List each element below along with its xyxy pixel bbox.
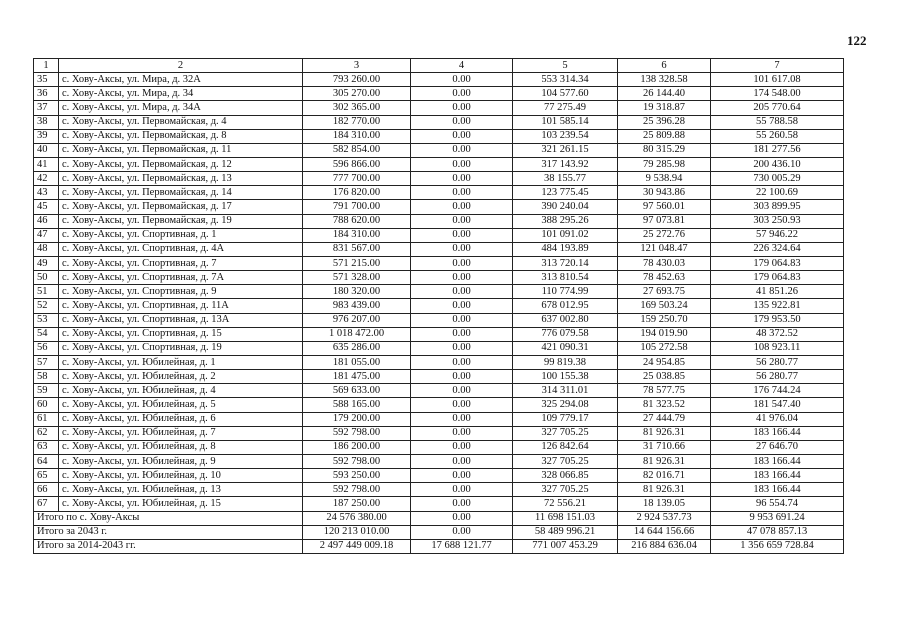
- value-cell: 56 280.77: [711, 370, 844, 384]
- value-cell: 9 538.94: [618, 172, 711, 186]
- row-number: 36: [34, 87, 59, 101]
- address-cell: с. Хову-Аксы, ул. Юбилейная, д. 4: [59, 384, 303, 398]
- row-number: 53: [34, 313, 59, 327]
- value-cell: 788 620.00: [303, 214, 411, 228]
- summary-value: 216 884 636.04: [618, 539, 711, 553]
- value-cell: 635 286.00: [303, 341, 411, 355]
- address-cell: с. Хову-Аксы, ул. Первомайская, д. 17: [59, 200, 303, 214]
- value-cell: 0.00: [411, 143, 513, 157]
- value-cell: 78 452.63: [618, 271, 711, 285]
- value-cell: 183 166.44: [711, 426, 844, 440]
- value-cell: 78 430.03: [618, 256, 711, 270]
- row-number: 52: [34, 299, 59, 313]
- row-number: 41: [34, 157, 59, 171]
- value-cell: 571 328.00: [303, 271, 411, 285]
- value-cell: 78 577.75: [618, 384, 711, 398]
- address-cell: с. Хову-Аксы, ул. Юбилейная, д. 15: [59, 497, 303, 511]
- address-cell: с. Хову-Аксы, ул. Юбилейная, д. 6: [59, 412, 303, 426]
- value-cell: 126 842.64: [513, 440, 618, 454]
- row-number: 66: [34, 483, 59, 497]
- data-table: [33, 58, 844, 554]
- table-row: [34, 285, 844, 299]
- value-cell: 303 899.95: [711, 200, 844, 214]
- value-cell: 56 280.77: [711, 355, 844, 369]
- value-cell: 169 503.24: [618, 299, 711, 313]
- value-cell: 327 705.25: [513, 454, 618, 468]
- address-cell: с. Хову-Аксы, ул. Первомайская, д. 4: [59, 115, 303, 129]
- address-cell: с. Хову-Аксы, ул. Спортивная, д. 7А: [59, 271, 303, 285]
- column-number: 1: [34, 59, 59, 73]
- address-cell: с. Хову-Аксы, ул. Первомайская, д. 19: [59, 214, 303, 228]
- value-cell: 121 048.47: [618, 242, 711, 256]
- value-cell: 0.00: [411, 73, 513, 87]
- value-cell: 27 693.75: [618, 285, 711, 299]
- address-cell: с. Хову-Аксы, ул. Первомайская, д. 11: [59, 143, 303, 157]
- value-cell: 41 851.26: [711, 285, 844, 299]
- value-cell: 226 324.64: [711, 242, 844, 256]
- table-row: [34, 200, 844, 214]
- value-cell: 0.00: [411, 313, 513, 327]
- value-cell: 104 577.60: [513, 87, 618, 101]
- value-cell: 194 019.90: [618, 327, 711, 341]
- value-cell: 183 166.44: [711, 454, 844, 468]
- summary-value: 771 007 453.29: [513, 539, 618, 553]
- table-row: [34, 299, 844, 313]
- column-number: 6: [618, 59, 711, 73]
- row-number: 58: [34, 370, 59, 384]
- value-cell: 0.00: [411, 101, 513, 115]
- summary-label: Итого по с. Хову-Аксы: [34, 511, 303, 525]
- summary-row: [34, 539, 844, 553]
- value-cell: 0.00: [411, 256, 513, 270]
- table-row: [34, 256, 844, 270]
- table-row: [34, 115, 844, 129]
- value-cell: 176 820.00: [303, 186, 411, 200]
- table-row: [34, 271, 844, 285]
- value-cell: 176 744.24: [711, 384, 844, 398]
- address-cell: с. Хову-Аксы, ул. Спортивная, д. 4А: [59, 242, 303, 256]
- address-cell: с. Хову-Аксы, ул. Юбилейная, д. 7: [59, 426, 303, 440]
- address-cell: с. Хову-Аксы, ул. Первомайская, д. 8: [59, 129, 303, 143]
- value-cell: 0.00: [411, 497, 513, 511]
- column-number: 2: [59, 59, 303, 73]
- value-cell: 30 943.86: [618, 186, 711, 200]
- value-cell: 25 396.28: [618, 115, 711, 129]
- value-cell: 730 005.29: [711, 172, 844, 186]
- value-cell: 593 250.00: [303, 469, 411, 483]
- value-cell: 390 240.04: [513, 200, 618, 214]
- value-cell: 18 139.05: [618, 497, 711, 511]
- row-number: 60: [34, 398, 59, 412]
- address-cell: с. Хову-Аксы, ул. Первомайская, д. 14: [59, 186, 303, 200]
- row-number: 46: [34, 214, 59, 228]
- row-number: 67: [34, 497, 59, 511]
- value-cell: 0.00: [411, 242, 513, 256]
- value-cell: 105 272.58: [618, 341, 711, 355]
- table-row: [34, 454, 844, 468]
- value-cell: 325 294.08: [513, 398, 618, 412]
- column-number-row: [34, 59, 844, 73]
- value-cell: 327 705.25: [513, 483, 618, 497]
- value-cell: 27 444.79: [618, 412, 711, 426]
- table-row: [34, 497, 844, 511]
- value-cell: 484 193.89: [513, 242, 618, 256]
- row-number: 63: [34, 440, 59, 454]
- value-cell: 0.00: [411, 87, 513, 101]
- row-number: 51: [34, 285, 59, 299]
- row-number: 54: [34, 327, 59, 341]
- table-row: [34, 73, 844, 87]
- table-row: [34, 398, 844, 412]
- value-cell: 25 809.88: [618, 129, 711, 143]
- value-cell: 777 700.00: [303, 172, 411, 186]
- summary-value: 47 078 857.13: [711, 525, 844, 539]
- value-cell: 303 250.93: [711, 214, 844, 228]
- row-number: 59: [34, 384, 59, 398]
- summary-value: 17 688 121.77: [411, 539, 513, 553]
- row-number: 47: [34, 228, 59, 242]
- table-row: [34, 172, 844, 186]
- value-cell: 327 705.25: [513, 426, 618, 440]
- value-cell: 181 277.56: [711, 143, 844, 157]
- value-cell: 108 923.11: [711, 341, 844, 355]
- value-cell: 181 547.40: [711, 398, 844, 412]
- row-number: 39: [34, 129, 59, 143]
- value-cell: 179 200.00: [303, 412, 411, 426]
- value-cell: 637 002.80: [513, 313, 618, 327]
- value-cell: 103 239.54: [513, 129, 618, 143]
- value-cell: 314 311.01: [513, 384, 618, 398]
- summary-label: Итого за 2043 г.: [34, 525, 303, 539]
- value-cell: 24 954.85: [618, 355, 711, 369]
- value-cell: 179 064.83: [711, 271, 844, 285]
- value-cell: 0.00: [411, 426, 513, 440]
- summary-value: 0.00: [411, 511, 513, 525]
- value-cell: 184 310.00: [303, 228, 411, 242]
- value-cell: 55 260.58: [711, 129, 844, 143]
- summary-value: 14 644 156.66: [618, 525, 711, 539]
- value-cell: 186 200.00: [303, 440, 411, 454]
- value-cell: 77 275.49: [513, 101, 618, 115]
- value-cell: 25 038.85: [618, 370, 711, 384]
- value-cell: 101 091.02: [513, 228, 618, 242]
- row-number: 64: [34, 454, 59, 468]
- value-cell: 976 207.00: [303, 313, 411, 327]
- value-cell: 0.00: [411, 440, 513, 454]
- value-cell: 135 922.81: [711, 299, 844, 313]
- value-cell: 41 976.04: [711, 412, 844, 426]
- value-cell: 0.00: [411, 157, 513, 171]
- value-cell: 592 798.00: [303, 483, 411, 497]
- row-number: 65: [34, 469, 59, 483]
- value-cell: 791 700.00: [303, 200, 411, 214]
- value-cell: 25 272.76: [618, 228, 711, 242]
- address-cell: с. Хову-Аксы, ул. Юбилейная, д. 10: [59, 469, 303, 483]
- table-row: [34, 327, 844, 341]
- table-row: [34, 440, 844, 454]
- table-row: [34, 384, 844, 398]
- address-cell: с. Хову-Аксы, ул. Спортивная, д. 7: [59, 256, 303, 270]
- value-cell: 0.00: [411, 355, 513, 369]
- address-cell: с. Хову-Аксы, ул. Спортивная, д. 15: [59, 327, 303, 341]
- value-cell: 0.00: [411, 228, 513, 242]
- row-number: 50: [34, 271, 59, 285]
- table-row: [34, 157, 844, 171]
- address-cell: с. Хову-Аксы, ул. Спортивная, д. 11А: [59, 299, 303, 313]
- value-cell: 100 155.38: [513, 370, 618, 384]
- value-cell: 205 770.64: [711, 101, 844, 115]
- value-cell: 101 617.08: [711, 73, 844, 87]
- value-cell: 313 720.14: [513, 256, 618, 270]
- address-cell: с. Хову-Аксы, ул. Юбилейная, д. 8: [59, 440, 303, 454]
- value-cell: 57 946.22: [711, 228, 844, 242]
- row-number: 49: [34, 256, 59, 270]
- value-cell: 0.00: [411, 172, 513, 186]
- value-cell: 0.00: [411, 214, 513, 228]
- value-cell: 0.00: [411, 115, 513, 129]
- address-cell: с. Хову-Аксы, ул. Спортивная, д. 19: [59, 341, 303, 355]
- value-cell: 184 310.00: [303, 129, 411, 143]
- value-cell: 0.00: [411, 327, 513, 341]
- address-cell: с. Хову-Аксы, ул. Первомайская, д. 12: [59, 157, 303, 171]
- value-cell: 26 144.40: [618, 87, 711, 101]
- value-cell: 22 100.69: [711, 186, 844, 200]
- value-cell: 0.00: [411, 200, 513, 214]
- value-cell: 181 475.00: [303, 370, 411, 384]
- column-number: 4: [411, 59, 513, 73]
- table-row: [34, 412, 844, 426]
- summary-value: 58 489 996.21: [513, 525, 618, 539]
- row-number: 57: [34, 355, 59, 369]
- value-cell: 81 323.52: [618, 398, 711, 412]
- value-cell: 592 798.00: [303, 454, 411, 468]
- address-cell: с. Хову-Аксы, ул. Мира, д. 34: [59, 87, 303, 101]
- summary-row: [34, 525, 844, 539]
- value-cell: 174 548.00: [711, 87, 844, 101]
- value-cell: 0.00: [411, 129, 513, 143]
- value-cell: 180 320.00: [303, 285, 411, 299]
- value-cell: 328 066.85: [513, 469, 618, 483]
- value-cell: 0.00: [411, 299, 513, 313]
- summary-value: 2 497 449 009.18: [303, 539, 411, 553]
- address-cell: с. Хову-Аксы, ул. Юбилейная, д. 1: [59, 355, 303, 369]
- table-row: [34, 426, 844, 440]
- value-cell: 99 819.38: [513, 355, 618, 369]
- value-cell: 79 285.98: [618, 157, 711, 171]
- value-cell: 179 064.83: [711, 256, 844, 270]
- table-row: [34, 186, 844, 200]
- column-number: 3: [303, 59, 411, 73]
- table-row: [34, 469, 844, 483]
- address-cell: с. Хову-Аксы, ул. Юбилейная, д. 2: [59, 370, 303, 384]
- table-row: [34, 101, 844, 115]
- address-cell: с. Хову-Аксы, ул. Спортивная, д. 1: [59, 228, 303, 242]
- table-row: [34, 355, 844, 369]
- column-number: 7: [711, 59, 844, 73]
- summary-label: Итого за 2014-2043 гг.: [34, 539, 303, 553]
- row-number: 48: [34, 242, 59, 256]
- address-cell: с. Хову-Аксы, ул. Юбилейная, д. 13: [59, 483, 303, 497]
- row-number: 43: [34, 186, 59, 200]
- value-cell: 97 560.01: [618, 200, 711, 214]
- address-cell: с. Хову-Аксы, ул. Мира, д. 34А: [59, 101, 303, 115]
- value-cell: 81 926.31: [618, 426, 711, 440]
- value-cell: 159 250.70: [618, 313, 711, 327]
- value-cell: 200 436.10: [711, 157, 844, 171]
- value-cell: 109 779.17: [513, 412, 618, 426]
- value-cell: 421 090.31: [513, 341, 618, 355]
- value-cell: 182 770.00: [303, 115, 411, 129]
- value-cell: 72 556.21: [513, 497, 618, 511]
- value-cell: 0.00: [411, 412, 513, 426]
- table-row: [34, 242, 844, 256]
- row-number: 37: [34, 101, 59, 115]
- value-cell: 123 775.45: [513, 186, 618, 200]
- value-cell: 0.00: [411, 341, 513, 355]
- value-cell: 831 567.00: [303, 242, 411, 256]
- value-cell: 592 798.00: [303, 426, 411, 440]
- value-cell: 110 774.99: [513, 285, 618, 299]
- table-row: [34, 87, 844, 101]
- summary-row: [34, 511, 844, 525]
- value-cell: 0.00: [411, 469, 513, 483]
- value-cell: 183 166.44: [711, 483, 844, 497]
- value-cell: 588 165.00: [303, 398, 411, 412]
- summary-value: 9 953 691.24: [711, 511, 844, 525]
- value-cell: 96 554.74: [711, 497, 844, 511]
- value-cell: 302 365.00: [303, 101, 411, 115]
- table-row: [34, 341, 844, 355]
- value-cell: 793 260.00: [303, 73, 411, 87]
- value-cell: 582 854.00: [303, 143, 411, 157]
- summary-value: 120 213 010.00: [303, 525, 411, 539]
- value-cell: 596 866.00: [303, 157, 411, 171]
- value-cell: 776 079.58: [513, 327, 618, 341]
- address-cell: с. Хову-Аксы, ул. Первомайская, д. 13: [59, 172, 303, 186]
- address-cell: с. Хову-Аксы, ул. Мира, д. 32А: [59, 73, 303, 87]
- table-row: [34, 228, 844, 242]
- value-cell: 0.00: [411, 285, 513, 299]
- column-number: 5: [513, 59, 618, 73]
- value-cell: 0.00: [411, 186, 513, 200]
- value-cell: 983 439.00: [303, 299, 411, 313]
- value-cell: 101 585.14: [513, 115, 618, 129]
- value-cell: 80 315.29: [618, 143, 711, 157]
- value-cell: 571 215.00: [303, 256, 411, 270]
- value-cell: 181 055.00: [303, 355, 411, 369]
- summary-value: 2 924 537.73: [618, 511, 711, 525]
- row-number: 38: [34, 115, 59, 129]
- value-cell: 317 143.92: [513, 157, 618, 171]
- value-cell: 82 016.71: [618, 469, 711, 483]
- value-cell: 0.00: [411, 483, 513, 497]
- value-cell: 313 810.54: [513, 271, 618, 285]
- value-cell: 0.00: [411, 454, 513, 468]
- value-cell: 0.00: [411, 384, 513, 398]
- value-cell: 553 314.34: [513, 73, 618, 87]
- value-cell: 55 788.58: [711, 115, 844, 129]
- row-number: 61: [34, 412, 59, 426]
- value-cell: 48 372.52: [711, 327, 844, 341]
- address-cell: с. Хову-Аксы, ул. Спортивная, д. 9: [59, 285, 303, 299]
- value-cell: 179 953.50: [711, 313, 844, 327]
- value-cell: 27 646.70: [711, 440, 844, 454]
- value-cell: 0.00: [411, 398, 513, 412]
- table-row: [34, 313, 844, 327]
- address-cell: с. Хову-Аксы, ул. Юбилейная, д. 5: [59, 398, 303, 412]
- address-cell: с. Хову-Аксы, ул. Спортивная, д. 13А: [59, 313, 303, 327]
- table-row: [34, 143, 844, 157]
- value-cell: 0.00: [411, 271, 513, 285]
- summary-value: 0.00: [411, 525, 513, 539]
- page-number: 122: [847, 33, 867, 48]
- table-row: [34, 129, 844, 143]
- value-cell: 81 926.31: [618, 454, 711, 468]
- row-number: 56: [34, 341, 59, 355]
- row-number: 42: [34, 172, 59, 186]
- summary-value: 1 356 659 728.84: [711, 539, 844, 553]
- row-number: 45: [34, 200, 59, 214]
- value-cell: 388 295.26: [513, 214, 618, 228]
- table-row: [34, 370, 844, 384]
- value-cell: 81 926.31: [618, 483, 711, 497]
- row-number: 62: [34, 426, 59, 440]
- value-cell: 31 710.66: [618, 440, 711, 454]
- value-cell: 138 328.58: [618, 73, 711, 87]
- summary-value: 11 698 151.03: [513, 511, 618, 525]
- summary-value: 24 576 380.00: [303, 511, 411, 525]
- value-cell: 187 250.00: [303, 497, 411, 511]
- row-number: 35: [34, 73, 59, 87]
- table-row: [34, 214, 844, 228]
- value-cell: 678 012.95: [513, 299, 618, 313]
- value-cell: 183 166.44: [711, 469, 844, 483]
- value-cell: 1 018 472.00: [303, 327, 411, 341]
- address-cell: с. Хову-Аксы, ул. Юбилейная, д. 9: [59, 454, 303, 468]
- value-cell: 38 155.77: [513, 172, 618, 186]
- value-cell: 305 270.00: [303, 87, 411, 101]
- value-cell: 321 261.15: [513, 143, 618, 157]
- value-cell: 0.00: [411, 370, 513, 384]
- value-cell: 569 633.00: [303, 384, 411, 398]
- table-row: [34, 483, 844, 497]
- value-cell: 97 073.81: [618, 214, 711, 228]
- value-cell: 19 318.87: [618, 101, 711, 115]
- row-number: 40: [34, 143, 59, 157]
